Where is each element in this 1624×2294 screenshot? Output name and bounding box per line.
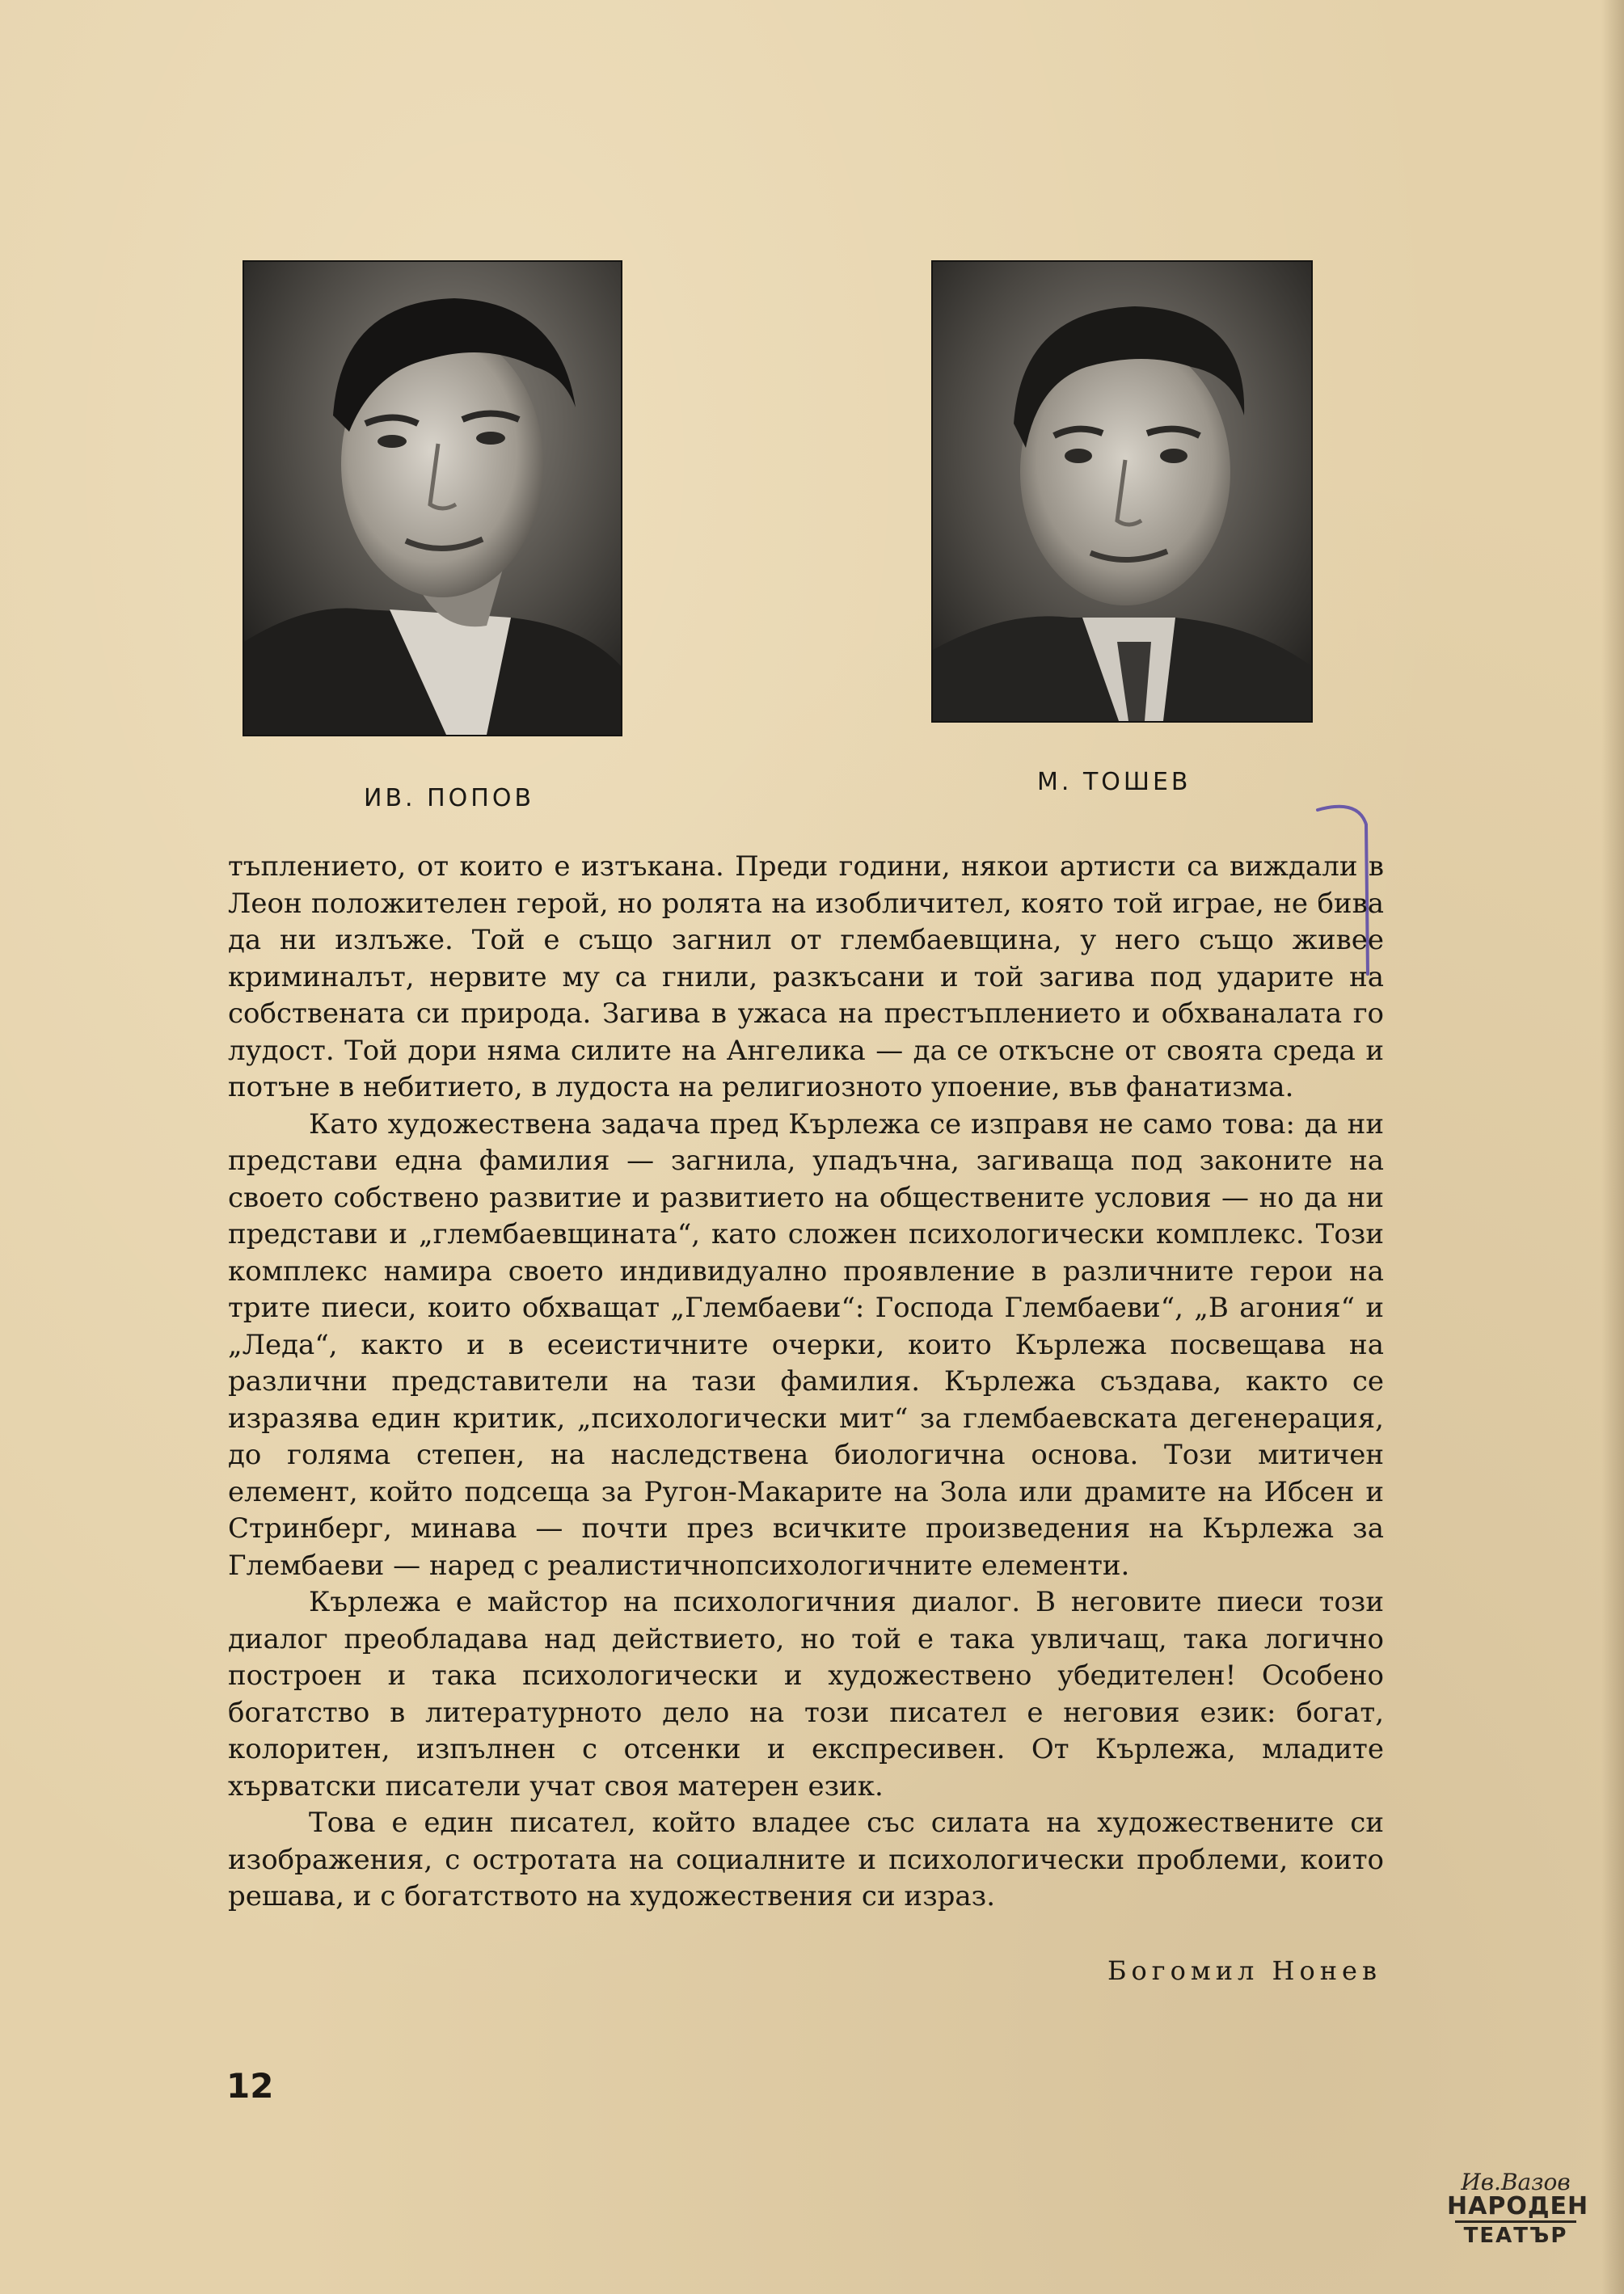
portrait-photo-right <box>931 260 1313 723</box>
logo-script-text: Ив.Вазов <box>1461 2169 1571 2195</box>
paragraph: Кърлежа е майстор на психологичния диалог. В неговите пиеси този диалог преобладава над действието, но той е така увличащ, така логично построен и така психологически и художествено убедителен! Особено богатство в литературното дело на този писател е неговия език: богат, колоритен, изпълнен с отсенки и експресивен. От Кърлежа, младите хърватски писатели учат своя матерен език. <box>228 1586 1384 1803</box>
theatre-logo <box>1447 2169 1589 2259</box>
paragraph: Това е един писател, който владее със силата на художествените си изображения, с остротата на социалните и психологически проблеми, които решава, и с богатството на художествения си израз. <box>228 1807 1384 1912</box>
paragraph: Като художествена задача пред Кърлежа се изправя не само това: да ни представи една фамилия — загнила, упадъчна, загиваща под законите на своето собствено развитие и развитието на обществените условия — но да ни представи и „глембаевщината“, като сложен психологически комплекс. Този комплекс намира своето индивидуално проявление в различните герои на трите пиеси, които обхващат „Глембаеви“: Господа Глембаеви“, „В агония“ и „Леда“, както и в есеистичните очерки, които Кърлежа посвещава на различни представители на тази фамилия. Кърлежа създава, както се изразява един критик, „психологически мит“ за глембаевската дегенерация, до голяма степен, на наследствена биологична основа. Този митичен елемент, който подсеща за Ругон-Макарите на Зола или драмите на Ибсен и Стринберг, минава — почти през всичките произведения на Кърлежа за Глембаеви — наред с реалистичнопсихологичните елементи. <box>228 1107 1384 1582</box>
portrait-caption-right: М. ТОШЕВ <box>1037 768 1192 796</box>
portrait-caption-left: ИВ. ПОПОВ <box>364 784 535 812</box>
author-signature: Богомил Нонев <box>1107 1955 1381 1986</box>
article-body <box>228 849 1384 1916</box>
logo-rule <box>1455 2220 1576 2223</box>
page-number: 12 <box>226 2066 274 2106</box>
logo-line-1: НАРОДЕН <box>1447 2192 1589 2220</box>
portrait-photo-left <box>243 260 622 736</box>
logo-line-2: ТЕАТЪР <box>1463 2224 1568 2248</box>
paragraph: тъплението, от които е изтъкана. Преди години, някои артисти са виждали в Леон положителен герой, но ролята на изобличител, която той играе, не бива да ни излъже. Той е също загнил от глембаевщина, у него също живее криминалът, нервите му са гнили, разкъсани и той загива под ударите на собствената си природа. Загива в ужаса на престъплението и обхваналата го лудост. Той дори няма силите на Ангелика — да се откъсне от своята среда и потъне в небитието, в лудоста на религиозното упоение, във фанатизма. <box>228 850 1384 1103</box>
page-edge-shadow <box>1601 0 1624 2294</box>
